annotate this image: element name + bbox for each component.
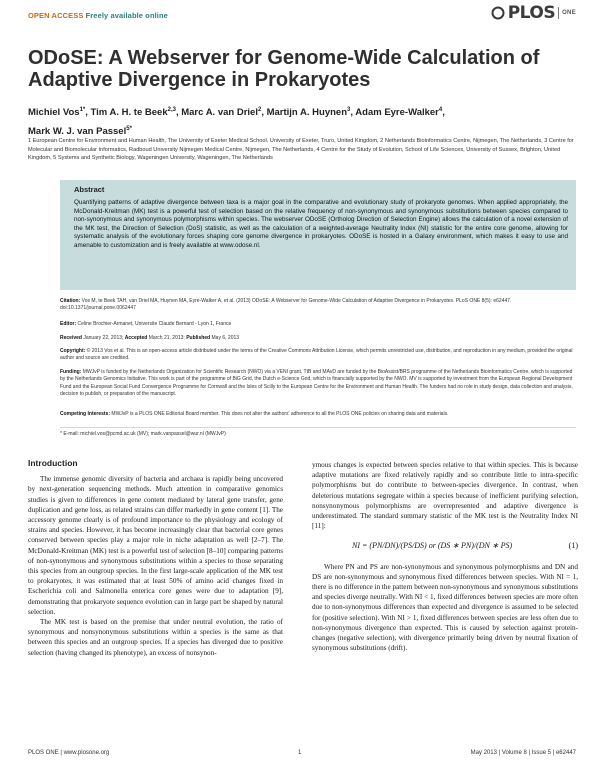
footer-journal[interactable]: PLOS ONE | www.plosone.org xyxy=(28,750,110,756)
editor-block xyxy=(60,321,576,328)
competing-text: MWJvP is a PLOS ONE Editorial Board member. This does not alter the authors' adherence to all the PLOS ONE policies on sharing data and materials. xyxy=(111,411,449,417)
author-affil-sup: 2,3 xyxy=(167,107,176,113)
copyright-label: Copyright: xyxy=(60,348,86,354)
open-access-label: OPEN ACCESS xyxy=(28,11,84,20)
funding-text: MWJvP is funded by the Netherlands Organization for Scientific Research (NWO) via a VENI grant. TtB and MAvD are funded by the BioAssist/BRS programme of the Netherlands Bioinformatics Centre, which is supported by the Netherlands Genomics Initiative. This work is part of the programme of BiG Grid, the Dutch e-Science Grid, which is financially supported by the NWO. MV is supported by investment from the European Regional Development Fund and the European Social Fund Convergence Programme for Cornwall and the Isles of Scilly to the European Centre for the Environment and Human Health. The funders had no role in study design, data collection and analysis, decision to publish, or preparation of the manuscript. xyxy=(60,369,573,397)
email-text: * E-mail: michiel.vos@pcmd.ac.uk (MV); mark.vanpassel@wur.nl (MWJvP) xyxy=(60,431,226,437)
competing-interests-block xyxy=(60,411,576,418)
footer-issue: May 2013 | Volume 8 | Issue 5 | e62447 xyxy=(470,750,576,756)
accepted-label: Accepted xyxy=(124,335,148,341)
copyright-block xyxy=(60,348,576,363)
author-line-1: Michiel Vos$^{1*}$, Tim A. H. te Beek$^{2,3}$, Marc A. van Driel$^2$, Martijn A. Huynen$^3$, Adam Eyre-Walker$^4$, xyxy=(28,107,445,119)
logo-one-text: ONE xyxy=(562,10,576,16)
received-date: January 22, 2013; xyxy=(83,335,124,341)
author-name: Marc A. van Driel xyxy=(181,107,258,119)
intro-paragraph: The immense genomic diversity of bacteria and archaea is rapidly being uncovered by next-generation sequencing methods. Much attention in comparative genomics studies is given to differences in gene content mediated by lateral gene transfer, gene duplication and gene loss, as related strains can differ markedly in gene content [1]. The accessory genome clearly is of profound importance to the physiology and ecology of strains and species. However, it has become increasingly clear that bacterial core genes conserved between species play a major role in niche adaptation as well [2–7]. The McDonald-Kreitman (MK) test is a powerful test of selection [8–10] comparing patterns of non-synonymous and synonymous substitutions within a species to those separating this species from an outgroup species. In the first large-scale application of the MK test to prokaryotes, it was estimated that at least 50% of amino acid changes fixed in Escherichia coli and Salmonella enterica core genes were due to adaptation [9], demonstrating that prokaryote sequence evolution can in large part be shaped by natural selection. xyxy=(28,475,283,616)
open-access-banner xyxy=(28,11,168,20)
author-affil-sup: 5* xyxy=(126,126,132,133)
author-name: Tim A. H. te Beek xyxy=(90,107,168,119)
published-date: May 6, 2013 xyxy=(211,335,240,341)
equation-number: (1) xyxy=(568,541,578,551)
body-paragraph: Where PN and PS are non-synonymous and synonymous polymorphisms and DN and DS are non-synonymous and synonymous fixed differences between species. With NI = 1, there is no difference in the pattern between non-synonymous and synonymous substitutions and species diverge neutrally. With NI < 1, fixed differences between species are more often due to non-synonymous differences than expected and divergence is assumed to be selected for (positive selection). With NI > 1, fixed differences between species are less often due to non-synonymous divergence than expected. This is caused by selection against protein-changes (negative selection), with divergence primarily being driven by neutral fixation of synonymous substitutions (drift). xyxy=(312,562,578,653)
author-affil-sup: 1* xyxy=(79,107,86,113)
affiliations: 1 European Centre for Environment and Human Health, The University of Exeter Medical School, University of Exeter, Truro, United Kingdom, 2 Netherlands Bioinformatics Centre, Nijmegen, The Netherlands, 3 Centre for Molecular and Biomolecular Informatics, Radboud University Nijmegen Medical Centre, Nijmegen, The Netherlands, 4 Centre for the Study of Evolution, School of Life Sciences, University of Sussex, Brighton, United Kingdom, 5 Systems and Synthetic Biology, Wageningen University, Wageningen, The Netherlands xyxy=(28,138,574,161)
author-affil-sup: 4 xyxy=(438,107,443,113)
meta-divider xyxy=(60,427,576,428)
competing-label: Competing Interests: xyxy=(60,411,111,417)
author-name: Mark W. J. van Passel xyxy=(28,126,127,138)
author-name: Michiel Vos xyxy=(28,107,80,119)
funding-label: Funding: xyxy=(60,369,82,375)
editor-label: Editor: xyxy=(60,321,77,327)
citation-label: Citation: xyxy=(60,298,81,304)
published-label: Published xyxy=(186,335,211,341)
equation-1 xyxy=(352,541,578,551)
accepted-date: March 21, 2013; xyxy=(148,335,185,341)
editor-text: Celine Brochier-Armanet, Universite Claude Bernard - Lyon 1, France xyxy=(77,321,232,327)
abstract-text: Quantifying patterns of adaptive divergence between taxa is a major goal in the comparative and evolutionary study of prokaryote genomes. When applied appropriately, the McDonald-Kreitman (MK) test is a powerful test of selection based on the relative frequency of non-synonymous and synonymous substitutions between species compared to non-synonymous and synonymous polymorphisms within species. The webserver ODoSE (Ortholog Direction of Selection Engine) allows the calculation of a novel extension of the MK test, the Direction of Selection (DoS) statistic, as well as the calculation of a weighted-average Neutrality Index (NI) statistic for the entire core genome, allowing for systematic analysis of the evolutionary forces shaping core genome divergence in prokaryotes. ODoSE is hosted in a Galaxy environment, which makes it easy to use and amenable to customization and is freely available at www.odose.nl. xyxy=(74,199,568,249)
funding-block xyxy=(60,369,576,398)
author-affil-sup: 2 xyxy=(257,107,262,113)
copyright-text: © 2013 Vos et al. This is an open-access article distributed under the terms of the Creative Commons Attribution License, which permits unrestricted use, distribution, and reproduction in any medium, provided the original author and source are credited. xyxy=(60,348,573,362)
dates-block xyxy=(60,335,576,342)
email-block xyxy=(60,431,576,438)
logo-divider xyxy=(558,7,559,19)
plos-one-logo[interactable] xyxy=(491,3,576,23)
intro-paragraph: The MK test is based on the premise that under neutral evolution, the ratio of synonymous and nonsynonymous substitutions within a species is the same as that between this species and an outgroup species. If a species has diverged due to positive selection (having changed its phenotype), an excess of nonsynon- xyxy=(28,618,283,657)
footer-page-number: 1 xyxy=(298,750,302,756)
author-name: Adam Eyre-Walker xyxy=(355,107,439,119)
abstract-heading: Abstract xyxy=(74,185,105,194)
citation-block xyxy=(60,298,576,313)
article-title: ODoSE: A Webserver for Genome-Wide Calculation of Adaptive Divergence in Prokaryotes xyxy=(28,47,540,91)
body-column-left xyxy=(28,458,283,658)
abstract-box xyxy=(60,180,576,290)
equation-text: NI = (PN/DN)/(PS/DS) or (DS ∗ PN)/(DN ∗ PS) xyxy=(352,541,513,551)
plos-logo-icon xyxy=(491,6,505,20)
author-name: Martijn A. Huynen xyxy=(266,107,347,119)
logo-plos-text: PLOS xyxy=(507,3,556,23)
author-list xyxy=(28,102,578,140)
freely-available-label: Freely available online xyxy=(85,11,168,20)
body-paragraph: ymous changes is expected between species relative to that within species. This is because adaptive mutations are fixed relatively rapidly and so contribute little to intra-specific polymorphisms but do contribute to between-species divergence. In contrast, when deleterious mutations segregate within a species because of inefficient purifying selection, nonsynonymous polymorphisms are overrepresented and adaptive divergence is underestimated. The standard summary statistic of the MK test is the Neutrality Index NI [11]: xyxy=(312,461,578,531)
citation-text: Vos M, te Beek TAH, van Driel MA, Huynen MA, Eyre-Walker A, et al. (2013) ODoSE: A Webserver for Genome-Wide Calculation of Adaptive Divergence in Prokaryotes. PLoS ONE 8(5): e62447. doi:10.1371/journal.pone.0062447 xyxy=(60,298,512,312)
introduction-heading: Introduction xyxy=(28,458,78,468)
received-label: Received xyxy=(60,335,82,341)
author-affil-sup: 3 xyxy=(347,107,351,113)
body-column-right xyxy=(312,460,578,653)
